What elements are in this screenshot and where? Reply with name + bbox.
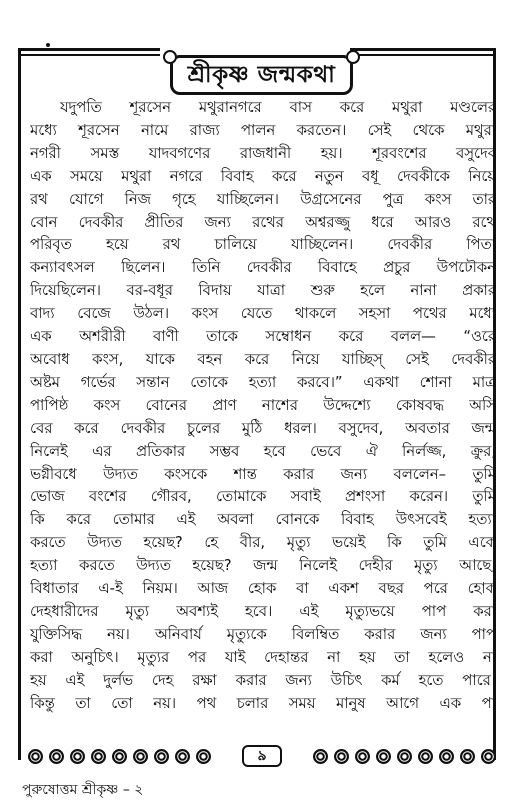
text-line: বোন দেবকীর প্রীতির জন্য রথের অশ্বরজ্জু ধরে আরও রথে (30, 213, 496, 231)
chapter-title-box (170, 55, 353, 95)
book-title-footer: পুরুষোত্তম শ্রীকৃষ্ণ – ২ (22, 782, 144, 798)
ornament-group-left (28, 749, 211, 764)
ink-dot (46, 43, 50, 47)
text-line: বিধাতার এ-ই নিয়ম। আজ হোক বা একশ বছর পরে হোক (30, 580, 496, 598)
body-text (30, 97, 496, 715)
text-line: হয় এই দুর্লভ দেহ রক্ষা করার জন্য উচিৎ কর্ম হতে পারে। (30, 671, 496, 689)
page-number (242, 745, 282, 767)
footer-ornament-row (28, 745, 496, 767)
flower-ornament-icon (133, 749, 148, 764)
flower-ornament-icon (418, 749, 433, 764)
text-line: অবোধ কংস, যাকে বহন করে নিয়ে যাচ্ছিস্ সেই দেবকীর (30, 350, 496, 368)
flower-ornament-icon (376, 749, 391, 764)
flower-ornament-icon (49, 749, 64, 764)
text-line: দিয়েছিলেন। বর-বধূর বিদায় যাত্রা শুরু হলে নানা প্রকার (30, 282, 496, 300)
text-line: যুক্তিসিদ্ধ নয়। অনিবার্য মৃত্যুকে বিলম্বিত করার জন্য পাপ (30, 625, 496, 643)
text-line: কি করে তোমার এই অবলা বোনকে বিবাহ উৎসবেই হত্যা (30, 511, 496, 529)
flower-ornament-icon (196, 749, 211, 764)
text-line: বাদ্য বেজে উঠল। কংস যেতে থাকলে সহসা পথের মধ্যে (30, 305, 496, 323)
text-line: ভগ্নীবধে উদ্যত কংসকে শান্ত করার জন্য বললেন– তুমি (30, 465, 496, 483)
flower-ornament-icon (28, 749, 43, 764)
flower-ornament-icon (355, 749, 370, 764)
flower-ornament-icon (154, 749, 169, 764)
flower-ornament-icon (91, 749, 106, 764)
flower-ornament-icon (481, 749, 496, 764)
text-line: পাপিষ্ঠ কংস বোনের প্রাণ নাশের উদ্দেশ্যে কোষবদ্ধ অসি (30, 396, 496, 414)
text-line: এক সময়ে মথুরা নগরে বিবাহ করে নতুন বধূ দেবকীকে নিয়ে (30, 167, 496, 185)
ornament-group-right (313, 749, 496, 764)
flower-ornament-icon (334, 749, 349, 764)
text-line: হত্যা করতে উদ্যত হয়েছ? জন্ম নিলেই দেহীর মৃত্যু আছে, (30, 557, 496, 575)
text-line: কন্যাবৎসল ছিলেন। তিনি দেবকীর বিবাহে প্রচুর উপঢৌকন (30, 259, 496, 277)
frame-left-rule (18, 50, 21, 760)
flower-ornament-icon (112, 749, 127, 764)
text-line: রথ যোগে নিজ গৃহে যাচ্ছিলেন। উগ্রসেনের পুত্র কংস তার (30, 190, 496, 208)
text-line: নগরী সমস্ত যাদবগণের রাজধানী হয়। শূরবংশের বসুদেব (30, 144, 496, 162)
text-line: করা অনুচিৎ। মৃত্যুর পর যাই দেহান্তর না হয় তা হলেও না (30, 648, 496, 666)
text-line: দেহধারীদের মৃত্যু অবশ্যই হবে। এই মৃত্যুভয়ে পাপ করা (30, 602, 496, 620)
text-line: ভোজ বংশের গৌরব, তোমাকে সবাই প্রশংসা করেন। তুমি (30, 488, 496, 506)
text-line: মধ্যে শূরসেন নামে রাজ্য পালন করতেন। সেই থেকে মথুরা (30, 121, 496, 139)
text-line: বের করে দেবকীর চুলের মুঠি ধরল। বসুদেব, অবতার জন্ম (30, 419, 496, 437)
page-number-text: ৯ (257, 748, 267, 764)
flower-ornament-icon (70, 749, 85, 764)
flower-ornament-icon (175, 749, 190, 764)
text-line: পরিবৃত হয়ে রথ চালিয়ে যাচ্ছিলেন। দেবকীর পিতা (30, 236, 496, 254)
flower-ornament-icon (397, 749, 412, 764)
frame-top-right-rule (350, 48, 496, 51)
text-line: যদুপতি শূরসেন মথুরানগরে বাস করে মথুরা মণ্ডলের (60, 99, 496, 116)
flower-ornament-icon (439, 749, 454, 764)
text-line: কিন্তু তা তো নয়। পথ চলার সময় মানুষ আগে এক পা (30, 694, 496, 712)
text-line: অষ্টম গর্ভের সন্তান তোকে হত্যা করবে।” একথা শোনা মাত্র (30, 373, 496, 391)
frame-top-left-rule (18, 48, 160, 51)
flower-ornament-icon (313, 749, 328, 764)
flower-ornament-icon (460, 749, 475, 764)
text-line: নিলেই এর প্রতিকার সম্ভব হবে ভেবে ঐ নির্লজ্জ, ক্রুর, (30, 442, 496, 460)
text-line: করতে উদ্যত হয়েছ? হে বীর, মৃত্যু ভয়েই কি তুমি একে (30, 534, 496, 552)
chapter-title: শ্রীকৃষ্ণ জন্মকথা (187, 61, 336, 88)
text-line: এক অশরীরী বাণী তাকে সম্বোধন করে বলল— “ওরে (30, 328, 496, 346)
